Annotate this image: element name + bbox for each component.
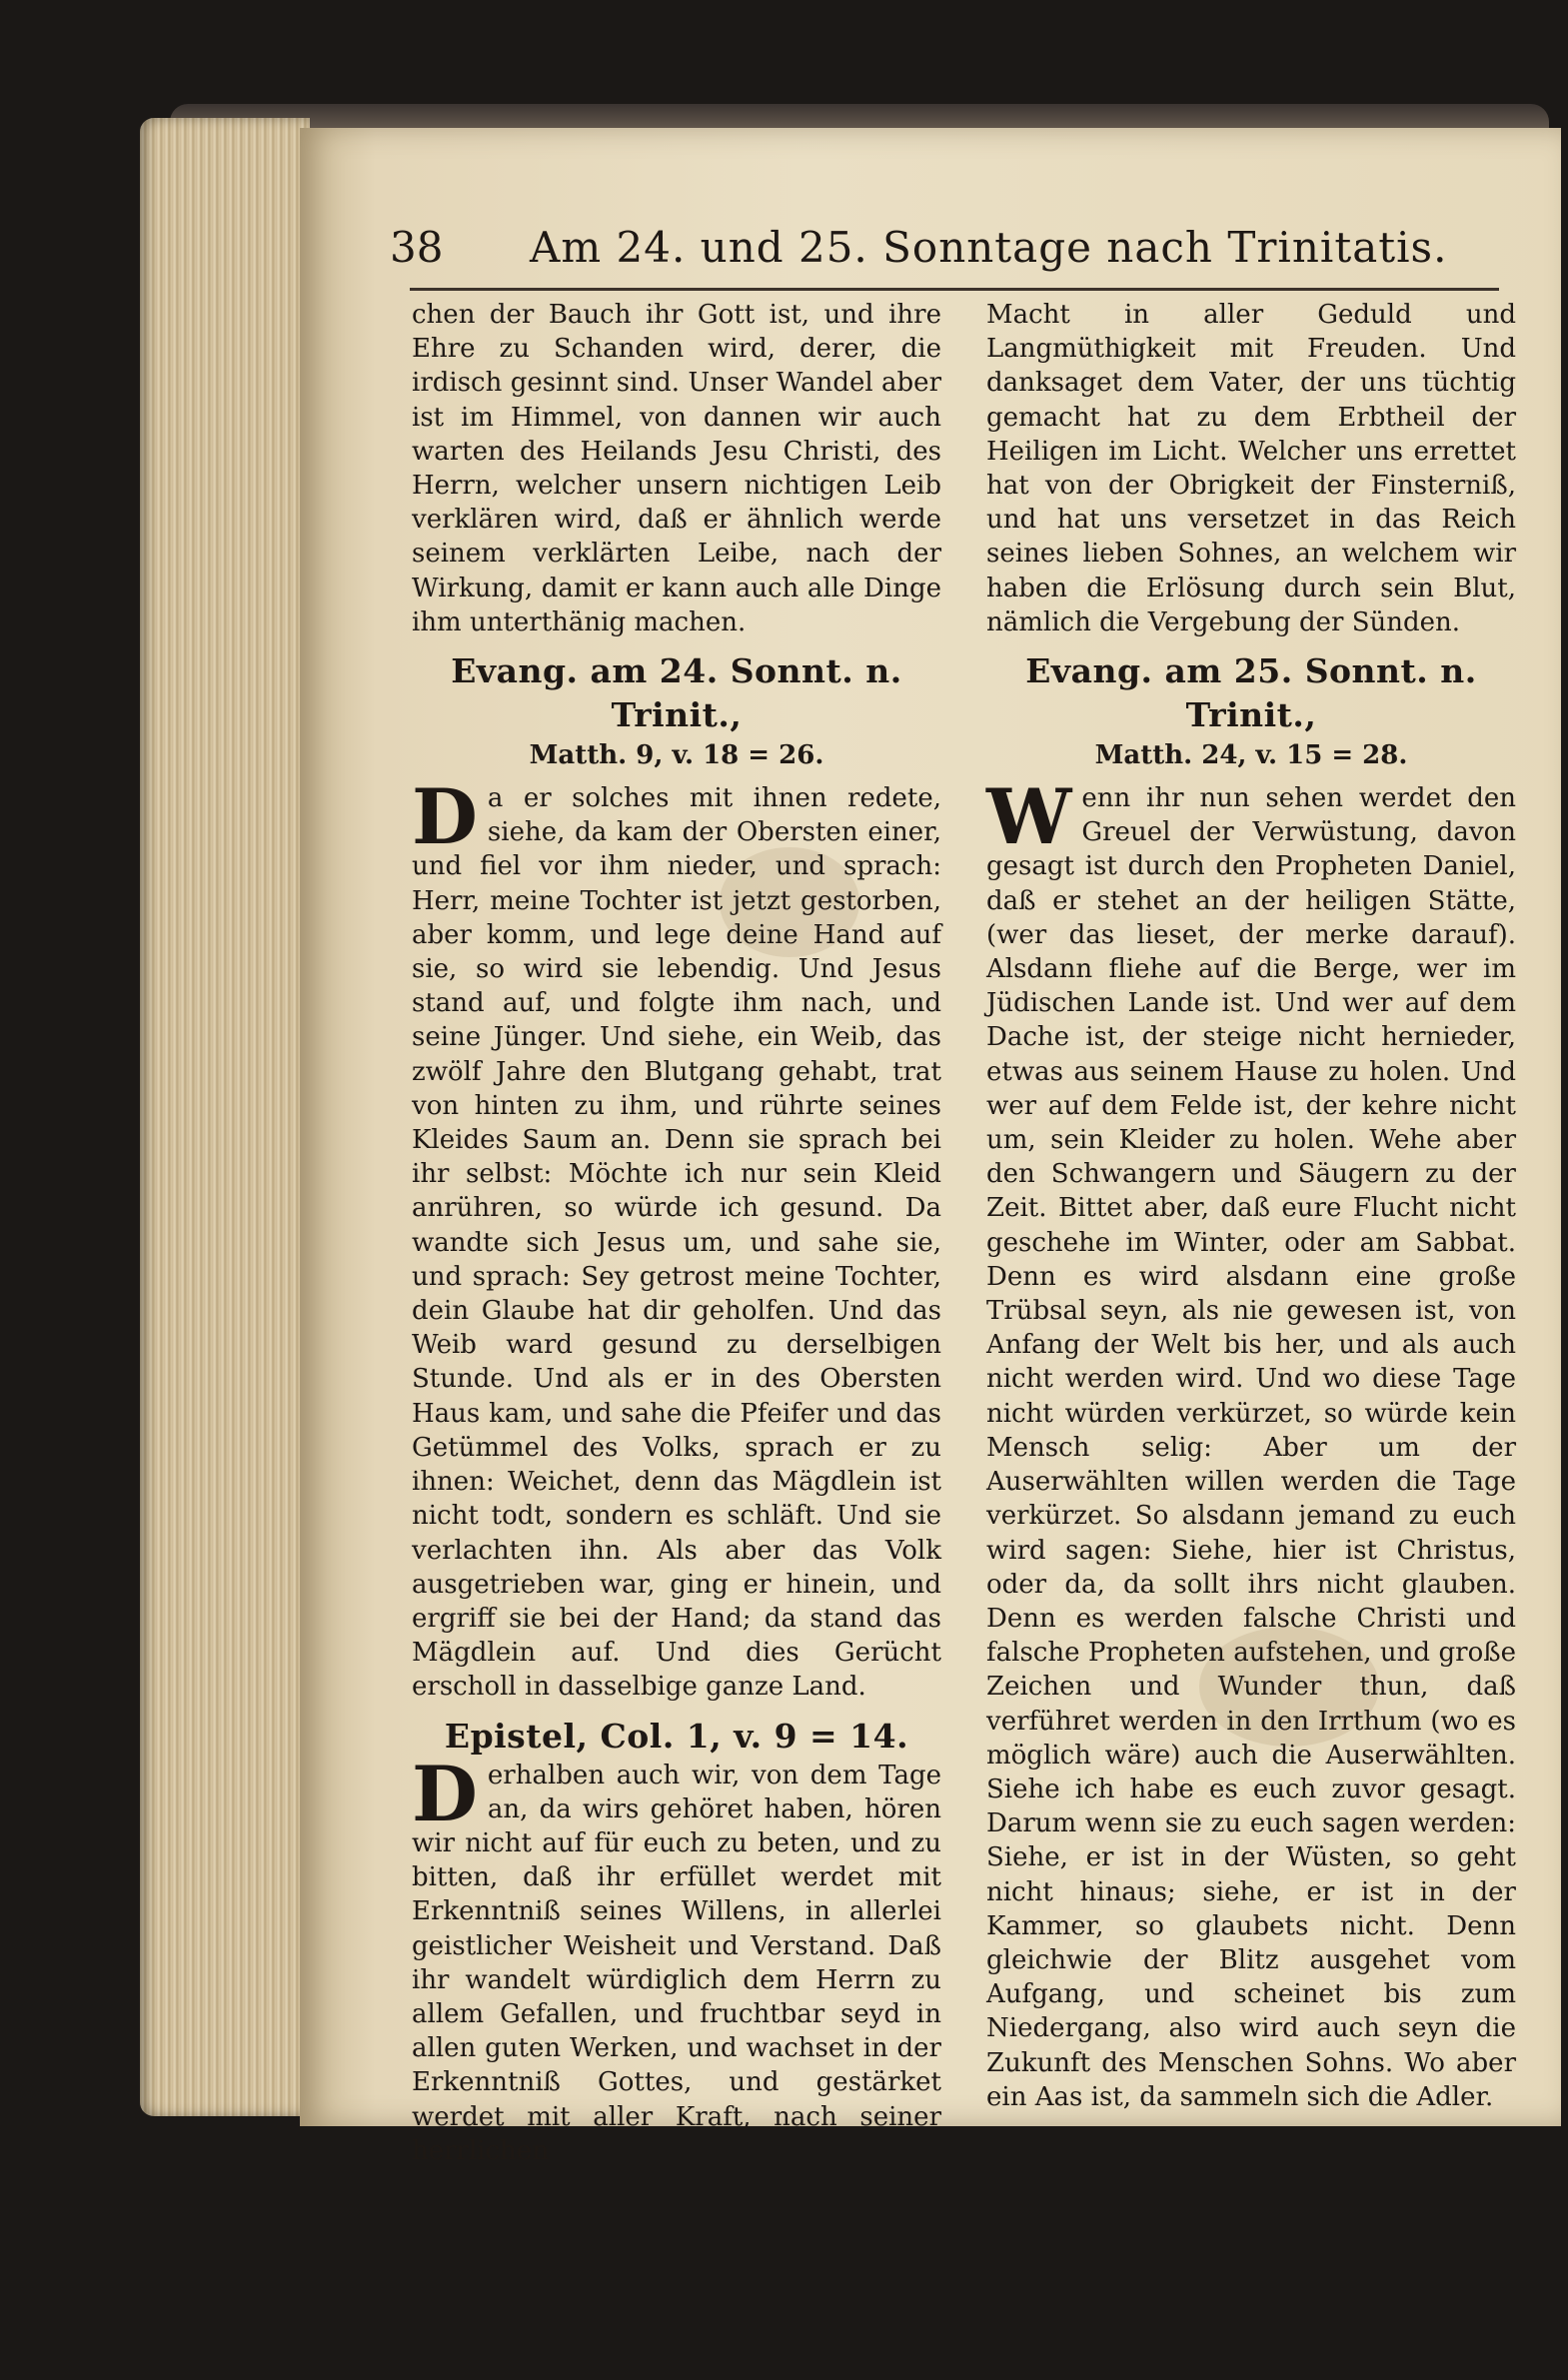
gospel-text: a er solches mit ihnen redete, siehe, da kam der Obersten einer, und fiel vor ihm nieder, und sprach: Herr, meine Tochter ist jetzt gestorben, aber komm, und lege deine Hand auf sie, so wird sie lebendig. Und Jesus stand auf, und folgte ihm nach, und seine Jünger. Und siehe, ein Weib, das zwölf Jahre den Blutgang gehabt, trat von hinten zu ihm, und rührte seines Kleides Saum an. Denn sie sprach bei ihr selbst: Möchte ich nur sein Kleid anrühren, so würde ich gesund. Da wandte sich Jesus um, und sahe sie, und sprach: Sey getrost meine Tochter, dein Glaube hat dir geholfen. Und das Weib ward gesund zu derselbigen Stunde. Und als er in des Obersten Haus kam, und sahe die Pfeifer und das Getümmel des Volks, sprach er zu ihnen: Weichet, denn das Mägdlein ist nicht todt, sondern es schläft. Und sie verlachten ihn. Als aber das Volk ausgetrieben war, ging er hinein, und ergriff sie bei der Hand; da stand das Mägdlein auf. Und dies Gerücht erscholl in dasselbige ganze Land. [412,783,941,1703]
epistle-text: erhalben auch wir, von dem Tage an, da wirs gehöret haben, hören wir nicht auf für euch zu beten, und zu bitten, daß ihr erfüllet werdet mit Erkenntniß seines Willens, in allerlei geistlicher Weisheit und Verstand. Daß ihr wandelt würdiglich dem Herrn zu allem Gefallen, und fruchtbar seyd in allen guten Werken, und wachset in der Erkenntniß Gottes, und gestärket werdet mit aller Kraft, nach seiner herrlichen [412,1760,941,2166]
book-page [300,128,1561,2166]
epistle-heading: Epistel, Col. 1, v. 9 = 14. [444,1716,909,1756]
page-header [390,223,1509,283]
gospel-heading: Evang. am 25. Sonnt. n. Trinit., [1025,651,1477,735]
header-rule [410,288,1499,291]
drop-cap: D [412,1749,478,1838]
gospel-paragraph [986,772,1516,2114]
drop-cap: D [412,772,478,862]
right-column [986,298,1516,2124]
epistle-continuation-text: chen der Bauch ihr Gott ist, und ihre Ehre zu Schanden wird, derer, die irdisch gesinnt sind. Unser Wandel aber ist im Himmel, von dannen wir auch warten des Heilands Jesu Christi, des Herrn, welcher unsern nichtigen Leib verklären wird, daß er ähnlich werde seinem verklärten Leibe, nach der Wirkung, damit er kann auch alle Dinge ihm unterthänig machen. [412,300,941,637]
left-column [412,298,941,2178]
page-number: 38 [390,223,444,272]
book-page-edges [140,118,310,2116]
epistle-paragraph [412,1749,941,2168]
gospel-text: enn ihr nun sehen werdet den Greuel der Verwüstung, davon gesagt ist durch den Propheten Daniel, daß er stehet an der heiligen Stätte, (wer das lieset, der merke darauf). Alsdann fliehe auf die Berge, wer im Jüdischen Lande ist. Und wer auf dem Dache ist, der steige nicht hernieder, etwas aus seinem Hause zu holen. Und wer auf dem Felde ist, der kehre nicht um, sein Kleider zu holen. Wehe aber den Schwangern und Säugern zu der Zeit. Bittet aber, daß eure Flucht nicht geschehe im Winter, oder am Sabbat. Denn es wird alsdann eine große Trübsal seyn, als nie gewesen ist, von Anfang der Welt bis her, und als auch nicht werden wird. Und wo diese Tage nicht würden verkürzet, so würde kein Mensch selig: Aber um der Auserwählten willen werden die Tage verkürzet. So alsdann jemand zu euch wird sagen: Siehe, hier ist Christus, oder da, da sollt ihrs nicht glauben. Denn es werden falsche Christi und falsche Propheten aufstehen, und große Zeichen und Wunder thun, daß verführet werden in den Irrthum (wo es möglich wäre) auch die Auserwählten. Siehe ich habe es euch zuvor gesagt. Darum wenn sie zu euch sagen werden: Siehe, er ist in der Wüsten, so geht nicht hinaus; siehe, er ist in der Kammer, so glaubets nicht. Denn gleichwie der Blitz ausgehet vom Aufgang, und scheinet bis zum Niedergang, also wird auch seyn die Zukunft des Menschen Sohns. Wo aber ein Aas ist, da sammeln sich die Adler. [986,783,1516,2112]
drop-cap: W [986,772,1072,862]
epistle-continuation-text: Macht in aller Geduld und Langmüthigkeit mit Freuden. Und danksaget dem Vater, der uns tüchtig gemacht hat zu dem Erbtheil der Heiligen im Licht. Welcher uns errettet hat von der Obrigkeit der Finsterniß, und hat uns versetzet in das Reich seines lieben Sohnes, an welchem wir haben die Erlösung durch sein Blut, nämlich die Vergebung der Sünden. [986,300,1516,637]
gospel-reference: Matth. 24, v. 15 = 28. [1094,740,1408,771]
running-title: Am 24. und 25. Sonntage nach Trinitatis. [530,223,1448,272]
gospel-paragraph [412,772,941,1704]
gospel-reference: Matth. 9, v. 18 = 26. [529,740,824,771]
gospel-heading: Evang. am 24. Sonnt. n. Trinit., [451,651,902,735]
